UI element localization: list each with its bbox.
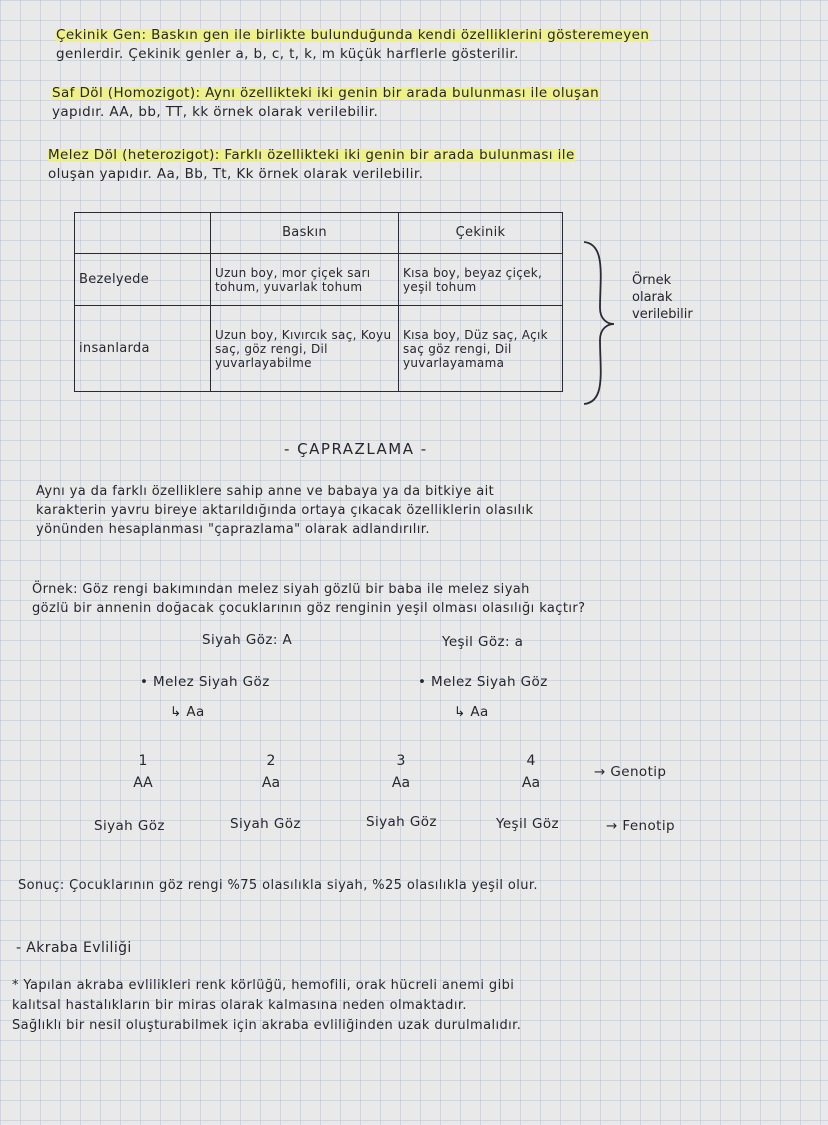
offspring-genotype: Aa bbox=[521, 775, 541, 791]
offspring-4-phenotype: Yeşil Göz bbox=[496, 816, 559, 832]
text-line: yönünden hesaplanması "çaprazlama" olarak adlandırılır. bbox=[36, 522, 430, 537]
parent-father: • Melez Siyah Göz bbox=[140, 674, 270, 690]
row-label: insanlarda bbox=[75, 306, 211, 392]
table-row bbox=[75, 254, 563, 306]
table-row bbox=[75, 306, 563, 392]
homozygous-definition bbox=[52, 84, 599, 122]
consanguinity-text bbox=[12, 976, 521, 1036]
section-title: - ÇAPRAZLAMA - bbox=[284, 440, 428, 458]
text-line: oluşan yapıdır. Aa, Bb, Tt, Kk örnek olarak verilebilir. bbox=[48, 166, 424, 182]
offspring-number: 2 bbox=[266, 753, 276, 769]
allele-black: Siyah Göz: A bbox=[202, 632, 293, 648]
allele-green: Yeşil Göz: a bbox=[442, 634, 524, 650]
offspring-genotype: AA bbox=[133, 775, 153, 791]
text-line: Saf Döl (Homozigot): Aynı özellikteki iki genin bir arada bulunması ile oluşan bbox=[52, 85, 600, 101]
genotype-label: → Genotip bbox=[594, 764, 667, 780]
offspring-2 bbox=[226, 750, 316, 794]
text-line: Melez Döl (heterozigot): Farklı özellikteki iki genin bir arada bulunması ile bbox=[48, 147, 575, 163]
row-label: Bezelyede bbox=[75, 254, 211, 306]
table-header-cell: Çekinik bbox=[399, 213, 563, 254]
offspring-3 bbox=[356, 750, 446, 794]
text-line: yapıdır. AA, bb, TT, kk örnek olarak verilebilir. bbox=[52, 104, 379, 120]
example-question bbox=[32, 580, 585, 618]
phenotype-label: → Fenotip bbox=[606, 818, 675, 834]
text-line: genlerdir. Çekinik genler a, b, c, t, k, m küçük harflerle gösterilir. bbox=[56, 46, 519, 62]
curly-brace-icon bbox=[578, 238, 618, 408]
recessive-definition bbox=[56, 26, 649, 64]
text-line: Sağlıklı bir nesil oluşturabilmek için akraba evliliğinden uzak durulmalıdır. bbox=[12, 1018, 522, 1033]
offspring-genotype: Aa bbox=[261, 775, 281, 791]
text-line: Aynı ya da farklı özelliklere sahip anne ve babaya ya da bitkiye ait bbox=[36, 484, 495, 499]
offspring-1-phenotype: Siyah Göz bbox=[94, 818, 165, 834]
offspring-2-phenotype: Siyah Göz bbox=[230, 816, 301, 832]
offspring-4 bbox=[486, 750, 576, 794]
table-cell: Uzun boy, mor çiçek sarı tohum, yuvarlak tohum bbox=[211, 254, 399, 306]
offspring-3-phenotype: Siyah Göz bbox=[366, 814, 437, 830]
text-line: kalıtsal hastalıkların bir miras olarak kalmasına neden olmaktadır. bbox=[12, 998, 467, 1013]
crossing-definition bbox=[36, 482, 534, 539]
table-cell: Uzun boy, Kıvırcık saç, Koyu saç, göz rengi, Dil yuvarlayabilme bbox=[211, 306, 399, 392]
offspring-1 bbox=[98, 750, 188, 794]
consanguinity-heading: - Akraba Evliliği bbox=[16, 940, 132, 956]
table-header-cell bbox=[75, 213, 211, 254]
offspring-number: 3 bbox=[396, 753, 406, 769]
offspring-number: 4 bbox=[526, 753, 536, 769]
offspring-genotype: Aa bbox=[391, 775, 411, 791]
table-header-row bbox=[75, 213, 563, 254]
text-line: Çekinik Gen: Baskın gen ile birlikte bulunduğunda kendi özelliklerini gösteremeyen bbox=[56, 27, 650, 43]
text-line: gözlü bir annenin doğacak çocuklarının göz renginin yeşil olması olasılığı kaçtır? bbox=[32, 601, 586, 616]
offspring-number: 1 bbox=[138, 753, 148, 769]
text-line: Örnek: Göz rengi bakımından melez siyah gözlü bir baba ile melez siyah bbox=[32, 582, 530, 597]
parent-mother-genotype: ↳ Aa bbox=[454, 704, 489, 720]
side-note bbox=[632, 272, 693, 323]
text-line: * Yapılan akraba evlilikleri renk körlüğü, hemofili, orak hücreli anemi gibi bbox=[12, 978, 515, 993]
trait-table bbox=[74, 212, 563, 392]
side-note-line: verilebilir bbox=[632, 307, 693, 322]
table-header-cell: Baskın bbox=[211, 213, 399, 254]
side-note-line: Örnek bbox=[632, 273, 672, 288]
parent-father-genotype: ↳ Aa bbox=[170, 704, 205, 720]
table-cell: Kısa boy, Düz saç, Açık saç göz rengi, Dil yuvarlayamama bbox=[399, 306, 563, 392]
heterozygous-definition bbox=[48, 146, 575, 184]
result-text: Sonuç: Çocuklarının göz rengi %75 olasılıkla siyah, %25 olasılıkla yeşil olur. bbox=[18, 878, 538, 893]
side-note-line: olarak bbox=[632, 290, 673, 305]
table-cell: Kısa boy, beyaz çiçek, yeşil tohum bbox=[399, 254, 563, 306]
text-line: karakterin yavru bireye aktarıldığında ortaya çıkacak özelliklerin olasılık bbox=[36, 503, 534, 518]
parent-mother: • Melez Siyah Göz bbox=[418, 674, 548, 690]
